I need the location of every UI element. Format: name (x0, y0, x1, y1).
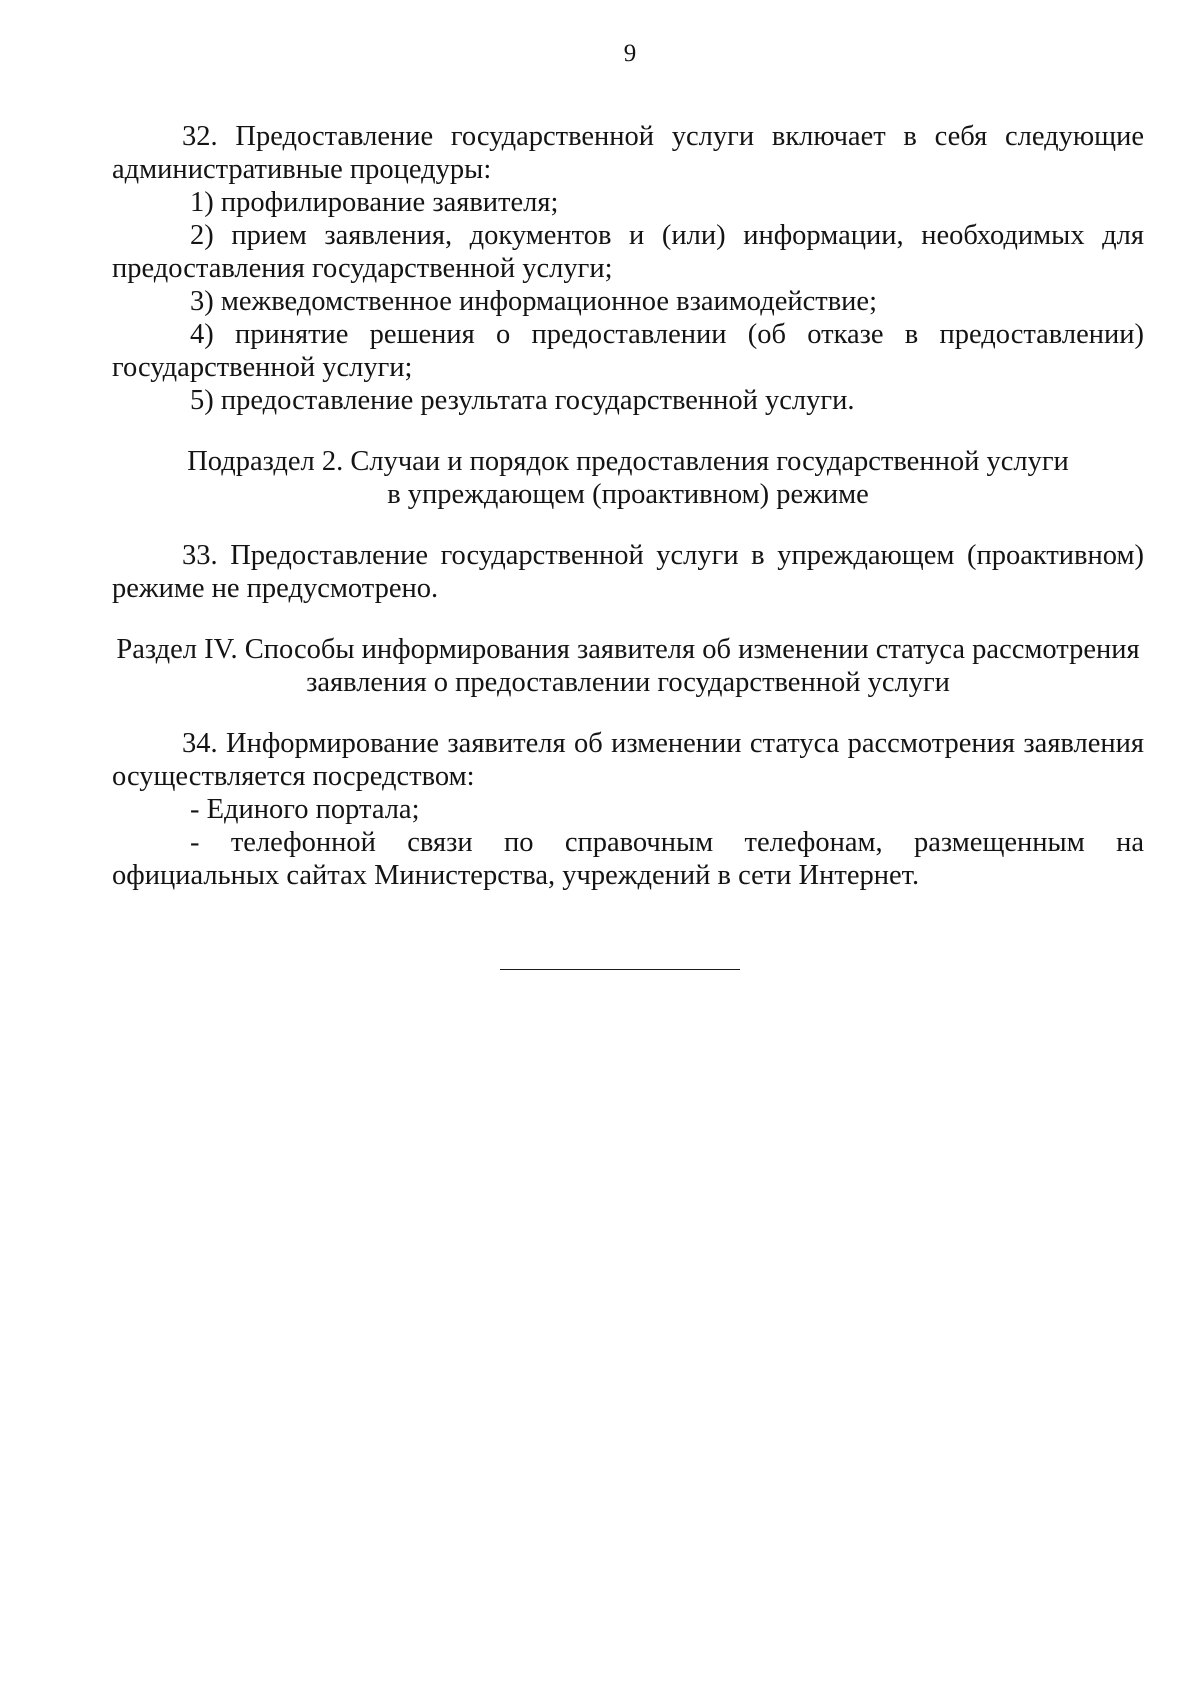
paragraph-32-intro: 32. Предоставление государственной услуги включает в себя следующие административные процедуры: (112, 121, 1144, 185)
subsection-2-heading (112, 445, 1144, 511)
document-body (112, 120, 1144, 892)
paragraph-34-item-2: - телефонной связи по справочным телефонам, размещенным на официальных сайтах Министерства, учреждений в сети Интернет. (112, 827, 1144, 891)
spacer (112, 417, 1144, 445)
paragraph-32-item-2: 2) прием заявления, документов и (или) информации, необходимых для предоставления государственной услуги; (112, 220, 1144, 284)
spacer (112, 511, 1144, 539)
spacer (112, 605, 1144, 633)
end-of-document-rule (500, 969, 740, 970)
spacer (112, 699, 1144, 727)
paragraph-32-item-5: 5) предоставление результата государственной услуги. (190, 385, 855, 416)
paragraph-32-item-4: 4) принятие решения о предоставлении (об отказе в предоставлении) государственной услуги; (112, 319, 1144, 383)
page-number: 9 (623, 40, 637, 67)
paragraph-32-item-3: 3) межведомственное информационное взаимодействие; (190, 286, 877, 317)
paragraph-34-intro: 34. Информирование заявителя об изменении статуса рассмотрения заявления осуществляется посредством: (112, 728, 1144, 792)
paragraph-32-item-1: 1) профилирование заявителя; (190, 187, 559, 218)
subsection-2-title-line-1: Подраздел 2. Случаи и порядок предоставления государственной услуги (187, 446, 1069, 477)
subsection-2-title-line-2: в упреждающем (проактивном) режиме (387, 479, 869, 510)
section-IV-heading (112, 633, 1144, 699)
section-IV-title-line-1: Раздел IV. Способы информирования заявителя об изменении статуса рассмотрения (116, 634, 1140, 665)
paragraph-33: 33. Предоставление государственной услуги в упреждающем (проактивном) режиме не предусмотрено. (112, 540, 1144, 604)
section-IV-title-line-2: заявления о предоставлении государственной услуги (306, 667, 950, 698)
paragraph-34-item-1: - Единого портала; (190, 794, 420, 825)
